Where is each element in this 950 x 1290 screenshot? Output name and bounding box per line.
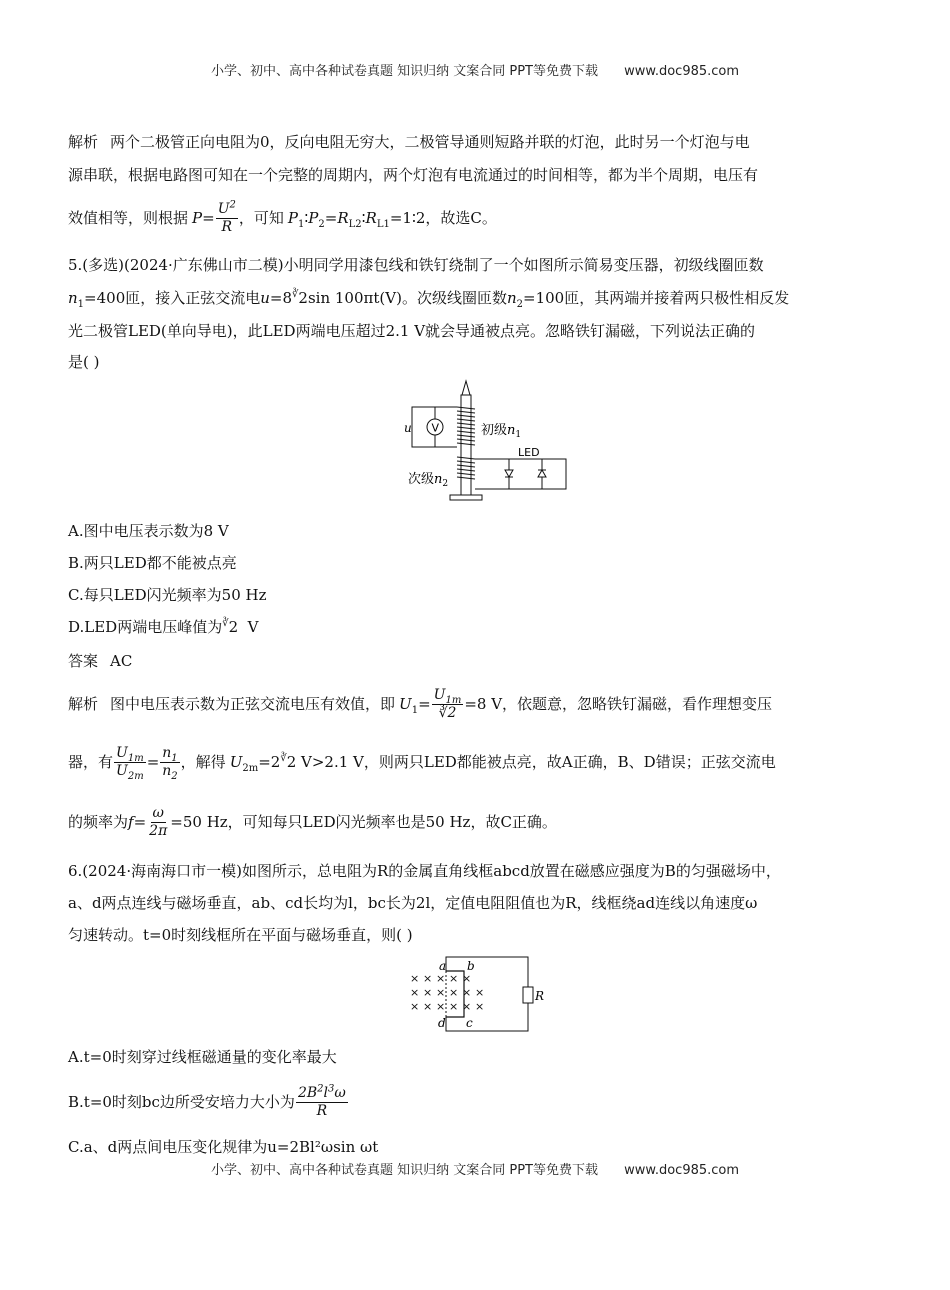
q5-option-b[interactable]: B.两只LED都不能被点亮 xyxy=(68,554,237,572)
page-footer xyxy=(0,1159,950,1178)
svg-text:×: × xyxy=(436,972,446,985)
frame-figure xyxy=(404,955,554,1033)
q6-stem-line2: a、d两点连线与磁场垂直，ab、cd长均为l，bc长为2l，定值电阻阻值也为R，线框绕ad连线以角速度ω xyxy=(68,894,758,912)
secondary-label: 次级$n_2$ xyxy=(408,472,449,489)
svg-text:×: × xyxy=(410,1000,420,1013)
q5-option-d[interactable]: D.LED两端电压峰值为∛2 V xyxy=(68,618,259,636)
external-circuit xyxy=(446,957,528,1031)
prev-analysis-line2 xyxy=(68,164,888,186)
nail-tip xyxy=(462,381,470,395)
svg-text:×: × xyxy=(410,986,420,999)
q6-option-c[interactable]: C.a、d两点间电压变化规律为u=2Bl²ωsin ωt xyxy=(68,1138,379,1156)
resistor xyxy=(523,987,533,1003)
prev-text-3c: ，故选C。 xyxy=(425,209,497,227)
led-label: LED xyxy=(518,446,540,459)
svg-text:×: × xyxy=(423,986,433,999)
q5-analysis-1b: =8 V，依题意，忽略铁钉漏磁，看作理想变压 xyxy=(464,695,773,713)
nail-shaft xyxy=(461,395,471,495)
q5-analysis-2c: V>2.1 V，则两只LED都能被点亮，故A正确，B、D错误；正弦交流电 xyxy=(301,753,776,771)
q5-stem-2a: =400匝，接入正弦交流电 xyxy=(84,289,261,307)
svg-text:×: × xyxy=(475,1000,485,1013)
q6-option-a[interactable]: A.t=0时刻穿过线框磁通量的变化率最大 xyxy=(68,1048,337,1066)
prev-text-3b: ，可知 xyxy=(238,209,284,227)
ampere-force-formula: $\frac{2B^2l^3\omega}{R}$ xyxy=(297,1082,346,1119)
q5-stem-line1: 5.(多选)(2024·广东佛山市二模)小明同学用漆包线和铁钉绕制了一个如图所示简易变压器，初级线圈匝数 xyxy=(68,256,764,274)
q5-stem-line3: 光二极管LED(单向导电)，此LED两端电压超过2.1 V就会导通被点亮。忽略铁钉漏磁，下列说法正确的 xyxy=(68,322,756,340)
svg-text:×: × xyxy=(436,986,446,999)
primary-label: 初级$n_1$ xyxy=(481,423,522,440)
svg-text:×: × xyxy=(449,972,459,985)
svg-text:×: × xyxy=(423,1000,433,1013)
answer-label: 答案 xyxy=(68,652,99,670)
q5-analysis-1a: 图中电压表示数为正弦交流电压有效值，即 xyxy=(110,695,396,713)
header-text: 小学、初中、高中各种试卷真题 知识归纳 文案合同 PPT等免费下载 xyxy=(210,64,598,79)
resistor-label: R xyxy=(535,989,545,1003)
q5-stem-2c: =100匝，其两端并接着两只极性相反发 xyxy=(523,289,790,307)
u1-formula: $\frac{U_{1m}}{∛2}$ xyxy=(433,686,462,721)
freq-formula: $\frac{\omega}{2\pi}$ xyxy=(149,804,168,839)
point-d: d xyxy=(438,1016,446,1030)
q6-stem-line1: 6.(2024·海南海口市一模)如图所示，总电阻为R的金属直角线框abcd放置在磁感应强度为B的匀强磁场中， xyxy=(68,862,781,880)
power-formula: $\frac{U^2}{R}$ xyxy=(217,198,236,235)
q5-analysis-3b: =50 Hz，可知每只LED闪光频率也是50 Hz，故C正确。 xyxy=(170,813,557,831)
ratio-n: $\frac{n_1}{n_2}$ xyxy=(162,744,178,782)
prev-analysis-label: 解析 xyxy=(68,133,99,151)
header-site[interactable]: www.doc985.com xyxy=(624,64,740,79)
svg-text:×: × xyxy=(410,972,420,985)
q5-analysis-3a: 的频率为 xyxy=(68,813,129,831)
ratio-u: $\frac{U_{1m}}{U_{2m}}$ xyxy=(116,744,144,782)
point-b: b xyxy=(467,959,475,973)
q5-analysis-line3: 的频率为 f= $\frac{\omega}{2\pi}$ =50 Hz，可知每只LED闪光频率也是50 Hz，故C正确。 xyxy=(68,804,557,839)
svg-text:×: × xyxy=(449,1000,459,1013)
analysis-label: 解析 xyxy=(68,695,99,713)
svg-text:×: × xyxy=(423,972,433,985)
q5-analysis-line2: 器，有 $\frac{U_{1m}}{U_{2m}}$ = $\frac{n_1}{n_2}$ ，解得 $U_{2m}=2^∛2$ V>2.1 V，则两只LED都能被点亮，故A正确，B、D错误；正弦交流电 xyxy=(68,744,776,782)
q5-analysis-line1: 解析 图中电压表示数为正弦交流电压有效值，即 $U_1=$ $\frac{U_{1m}}{∛2}$ =8 V，依题意，忽略铁钉漏磁，看作理想变压 xyxy=(68,686,773,721)
prev-text-2: 源串联，根据电路图可知在一个完整的周期内，两个灯泡有电流通过的时间相等，都为半个周期，电压有 xyxy=(68,166,759,184)
led-2 xyxy=(538,470,546,477)
magnetic-field-crosses xyxy=(410,972,484,1013)
led-1 xyxy=(505,470,513,477)
footer-site[interactable]: www.doc985.com xyxy=(624,1163,740,1178)
q5-answer xyxy=(68,650,888,672)
answer-value: AC xyxy=(110,652,133,670)
transformer-figure xyxy=(404,377,574,507)
q5-stem-2b: sin 100πt(V)。次级线圈匝数 xyxy=(307,289,507,307)
prev-analysis-line1 xyxy=(68,131,888,153)
q5-stem-line2: $n_1=400$匝，接入正弦交流电u=8∛2sin 100πt(V)。次级线圈匝数$n_2=100$匝，其两端并接着两只极性相反发 xyxy=(68,289,790,310)
svg-text:×: × xyxy=(475,986,485,999)
point-a: a xyxy=(439,959,447,973)
svg-text:×: × xyxy=(462,986,472,999)
prev-text-1: 两个二极管正向电阻为0，反向电阻无穷大，二极管导通则短路并联的灯泡，此时另一个灯泡与电 xyxy=(110,133,750,151)
q5-option-c[interactable]: C.每只LED闪光频率为50 Hz xyxy=(68,586,267,604)
nail-head xyxy=(450,495,482,500)
prev-analysis-line3: 效值相等，则根据 P= $\frac{U^2}{R}$ ，可知 $P_1∶P_2=R_{L2}∶R_{L1}=1∶2$ ，故选C。 xyxy=(68,198,497,235)
svg-text:×: × xyxy=(462,1000,472,1013)
footer-text: 小学、初中、高中各种试卷真题 知识归纳 文案合同 PPT等免费下载 xyxy=(210,1163,598,1178)
source-u-label: u xyxy=(404,421,412,435)
prev-text-3a: 效值相等，则根据 xyxy=(68,209,189,227)
q5-option-d-unit: V xyxy=(247,618,259,636)
q6-option-b-text: B.t=0时刻bc边所受安培力大小为 xyxy=(68,1093,295,1111)
q5-option-a[interactable]: A.图中电压表示数为8 V xyxy=(68,522,229,540)
q5-analysis-2a: 器，有 xyxy=(68,753,114,771)
secondary-wire xyxy=(475,459,566,489)
svg-text:×: × xyxy=(462,972,472,985)
q6-option-b[interactable] xyxy=(68,1080,888,1124)
svg-text:×: × xyxy=(449,986,459,999)
page-header xyxy=(0,60,950,79)
voltmeter-label: V xyxy=(431,421,440,435)
point-c: c xyxy=(466,1016,473,1030)
q5-option-d-text: D.LED两端电压峰值为 xyxy=(68,618,223,636)
q5-stem-line4: 是( ) xyxy=(68,353,100,371)
q5-analysis-2b: ，解得 xyxy=(180,753,226,771)
svg-text:×: × xyxy=(436,1000,446,1013)
q6-stem-line3: 匀速转动。t=0时刻线框所在平面与磁场垂直，则( ) xyxy=(68,926,413,944)
